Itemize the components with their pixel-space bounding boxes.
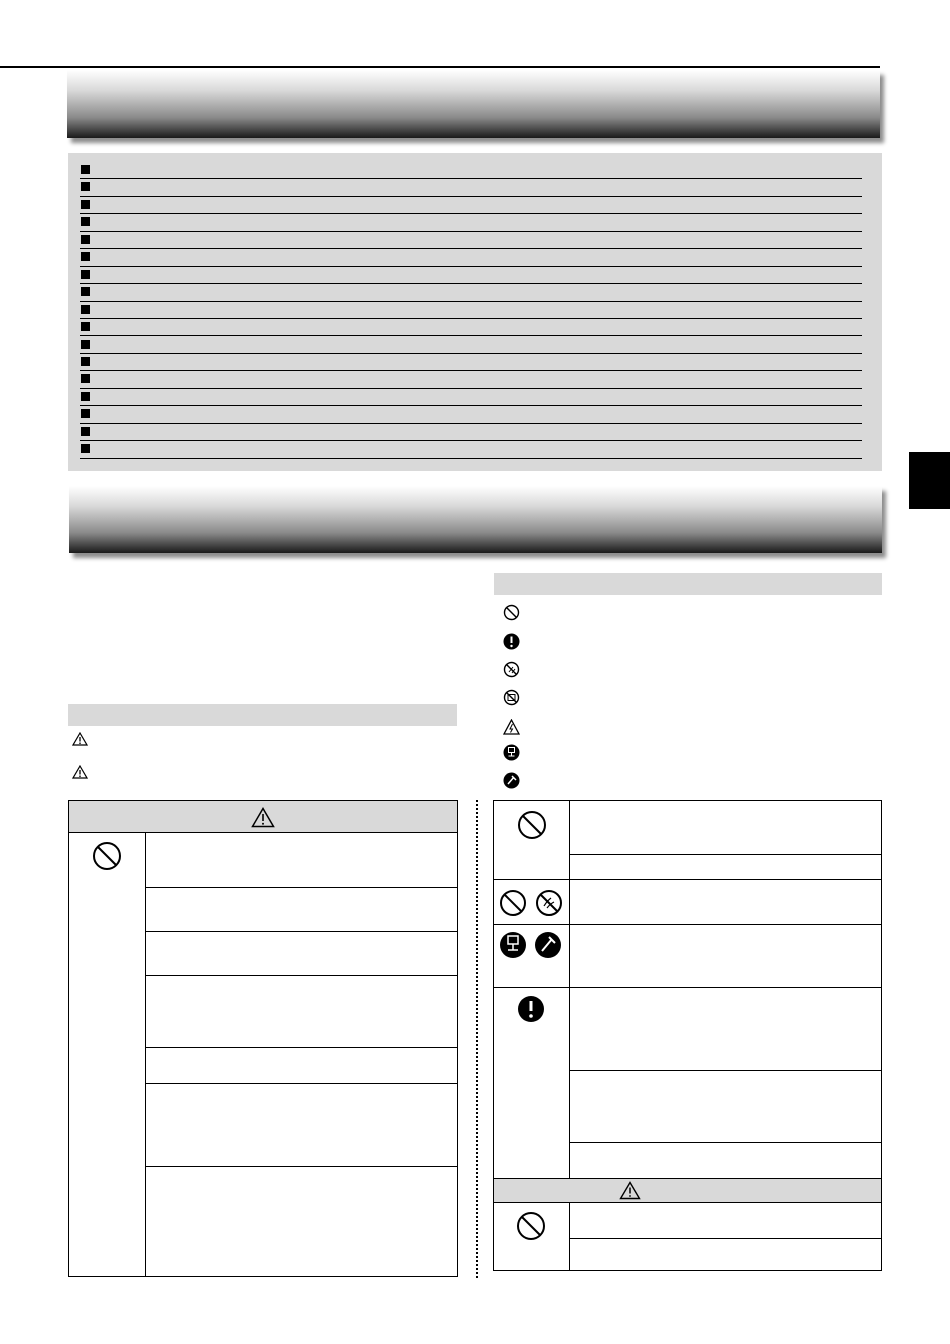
no-water-icon: [535, 889, 563, 917]
square-bullet-icon: [81, 357, 90, 366]
table-divider: [569, 801, 570, 1178]
symbols-bar: [494, 573, 882, 595]
square-bullet-icon: [81, 270, 90, 279]
table-row-divider: [494, 924, 881, 925]
warning-triangle-icon: [619, 1181, 641, 1200]
prohibition-icon: [503, 604, 520, 621]
contents-panel: [68, 153, 882, 471]
contents-row[interactable]: [80, 283, 862, 301]
contents-row[interactable]: [80, 161, 862, 179]
exclamation-icon: [517, 995, 545, 1023]
square-bullet-icon: [81, 165, 90, 174]
table-divider: [569, 1203, 570, 1270]
caution-header: [494, 1178, 881, 1203]
contents-row[interactable]: [80, 231, 862, 249]
contents-row[interactable]: [80, 301, 862, 319]
square-bullet-icon: [81, 322, 90, 331]
prohibition-icon: [516, 1211, 546, 1241]
no-water-icon: [503, 689, 520, 706]
unplug-icon: [534, 931, 562, 959]
contents-row[interactable]: [80, 440, 862, 458]
contents-row[interactable]: [80, 213, 862, 231]
square-bullet-icon: [81, 392, 90, 401]
contents-row[interactable]: [80, 266, 862, 284]
warning-triangle-icon: [72, 765, 88, 779]
table-row-divider: [146, 931, 457, 932]
table-row-divider: [570, 854, 881, 855]
table-row-divider: [146, 975, 457, 976]
table-row-divider: [146, 1166, 457, 1167]
contents-row[interactable]: [80, 370, 862, 388]
warning-triangle-icon: [72, 732, 88, 746]
prohibition-icon: [517, 810, 547, 840]
table-row-divider: [146, 1047, 457, 1048]
table-row-divider: [570, 1238, 881, 1239]
square-bullet-icon: [81, 427, 90, 436]
table-row-divider: [570, 1142, 881, 1143]
table-row-divider: [494, 879, 881, 880]
safety-banner: [69, 486, 882, 553]
table-divider: [145, 833, 146, 1276]
square-bullet-icon: [81, 200, 90, 209]
top-rule: [0, 66, 880, 68]
contents-row[interactable]: [80, 196, 862, 214]
square-bullet-icon: [81, 235, 90, 244]
table-row-divider: [146, 887, 457, 888]
prohibition-icon: [499, 889, 527, 917]
square-bullet-icon: [81, 182, 90, 191]
warning-table-header: [69, 801, 457, 833]
earth-ground-icon: [499, 931, 527, 959]
column-separator: [476, 800, 478, 1278]
contents-row[interactable]: [80, 423, 862, 441]
contents-row[interactable]: [80, 388, 862, 406]
square-bullet-icon: [81, 409, 90, 418]
square-bullet-icon: [81, 252, 90, 261]
precaution-table: [493, 800, 882, 1271]
unplug-icon: [503, 772, 520, 789]
table-row-divider: [146, 1083, 457, 1084]
square-bullet-icon: [81, 217, 90, 226]
contents-row[interactable]: [80, 318, 862, 336]
earth-ground-icon: [503, 744, 520, 761]
no-wet-hands-icon: [503, 661, 520, 678]
contents-row[interactable]: [80, 248, 862, 266]
contents-row[interactable]: [80, 178, 862, 196]
contents-row[interactable]: [80, 405, 862, 423]
square-bullet-icon: [81, 374, 90, 383]
contents-banner: [67, 70, 880, 138]
square-bullet-icon: [81, 444, 90, 453]
warning-table: [68, 800, 458, 1277]
prohibition-icon: [92, 841, 122, 871]
contents-row[interactable]: [80, 336, 862, 354]
warning-triangle-icon: [251, 807, 275, 828]
square-bullet-icon: [81, 305, 90, 314]
square-bullet-icon: [81, 340, 90, 349]
signal-words-bar: [68, 704, 457, 726]
square-bullet-icon: [81, 287, 90, 296]
table-row-divider: [494, 987, 881, 988]
exclamation-icon: [503, 633, 520, 650]
language-tab: [909, 452, 950, 509]
table-row-divider: [570, 1070, 881, 1071]
contents-row[interactable]: [80, 353, 862, 371]
warning-triangle-icon: [503, 719, 520, 735]
